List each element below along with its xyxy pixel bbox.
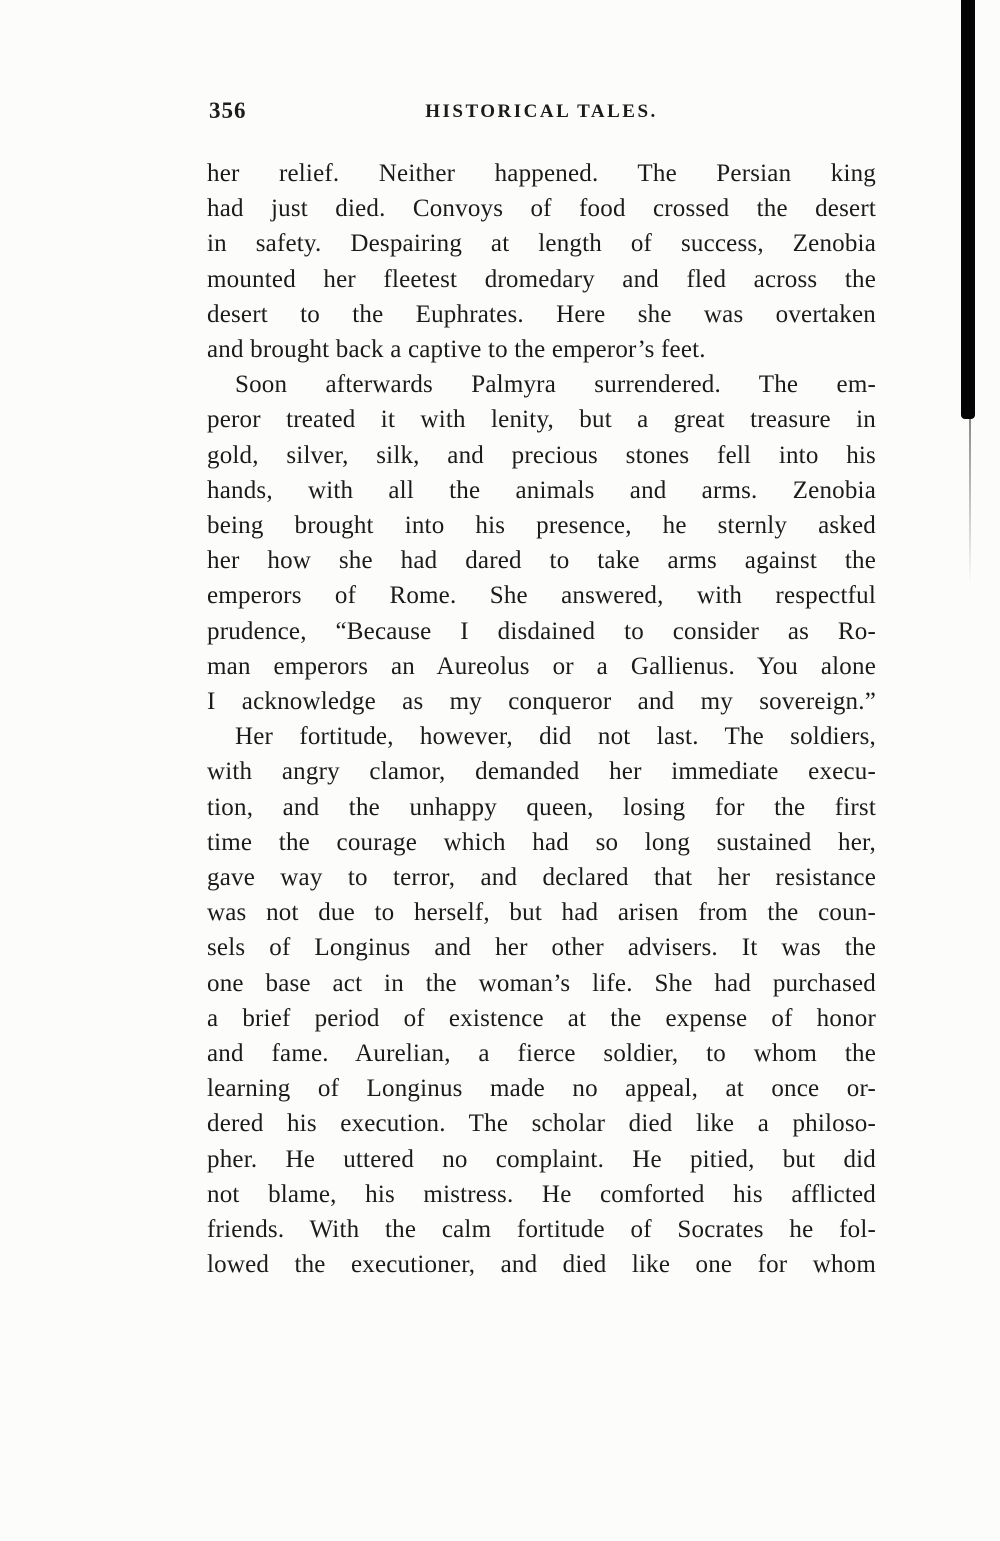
- text-line: friends. With the calm fortitude of Socrates he fol-: [207, 1216, 876, 1244]
- text-line: dered his execution. The scholar died like a philoso-: [207, 1110, 876, 1138]
- text-line: being brought into his presence, he sternly asked: [207, 512, 876, 540]
- text-line: peror treated it with lenity, but a great treasure in: [207, 406, 876, 434]
- running-title: HISTORICAL TALES.: [425, 101, 658, 122]
- text-line: in safety. Despairing at length of success, Zenobia: [207, 230, 876, 258]
- text-line: with angry clamor, demanded her immediate execu-: [207, 758, 876, 786]
- scan-artifact-bar: [961, 0, 975, 419]
- text-line: man emperors an Aureolus or a Gallienus. You alone: [207, 652, 876, 680]
- text-line: learning of Longinus made no appeal, at once or-: [207, 1075, 876, 1103]
- text-line: Soon afterwards Palmyra surrendered. The em-: [235, 371, 876, 399]
- text-line: time the courage which had so long sustained her,: [207, 828, 876, 856]
- text-line: a brief period of existence at the expense of honor: [207, 1004, 876, 1032]
- book-page: [207, 98, 876, 1283]
- text-line: pher. He uttered no complaint. He pitied, but did: [207, 1145, 876, 1173]
- text-line: her relief. Neither happened. The Persian king: [207, 160, 876, 187]
- body-text: [207, 156, 876, 1283]
- text-line: and brought back a captive to the emperor’s feet.: [207, 336, 706, 364]
- scan-artifact-line: [969, 419, 971, 584]
- text-line: not blame, his mistress. He comforted his afflicted: [207, 1180, 876, 1208]
- text-line: had just died. Convoys of food crossed the desert: [207, 195, 876, 223]
- text-line: sels of Longinus and her other advisers. It was the: [207, 934, 876, 962]
- text-line: gave way to terror, and declared that her resistance: [207, 864, 876, 892]
- paragraph-3: [207, 719, 876, 1282]
- text-line: lowed the executioner, and died like one for whom: [207, 1251, 876, 1279]
- paragraph-1: [207, 156, 876, 367]
- text-line: one base act in the woman’s life. She had purchased: [207, 969, 876, 997]
- text-line: her how she had dared to take arms against the: [207, 547, 876, 575]
- paragraph-2: [207, 367, 876, 719]
- text-line: mounted her fleetest dromedary and fled across the: [207, 265, 876, 293]
- text-line: prudence, “Because I disdained to consider as Ro-: [207, 617, 876, 645]
- page-header: [207, 98, 876, 128]
- text-line: and fame. Aurelian, a fierce soldier, to whom the: [207, 1040, 876, 1068]
- text-line: desert to the Euphrates. Here she was overtaken: [207, 300, 876, 328]
- text-line: I acknowledge as my conqueror and my sovereign.”: [207, 688, 876, 716]
- text-line: tion, and the unhappy queen, losing for the first: [207, 793, 876, 821]
- text-line: emperors of Rome. She answered, with respectful: [207, 582, 876, 610]
- text-line: was not due to herself, but had arisen from the coun-: [207, 899, 876, 927]
- text-line: gold, silver, silk, and precious stones fell into his: [207, 441, 876, 469]
- text-line: hands, with all the animals and arms. Zenobia: [207, 476, 876, 504]
- page-number: 356: [209, 98, 247, 123]
- text-line: Her fortitude, however, did not last. The soldiers,: [235, 723, 876, 751]
